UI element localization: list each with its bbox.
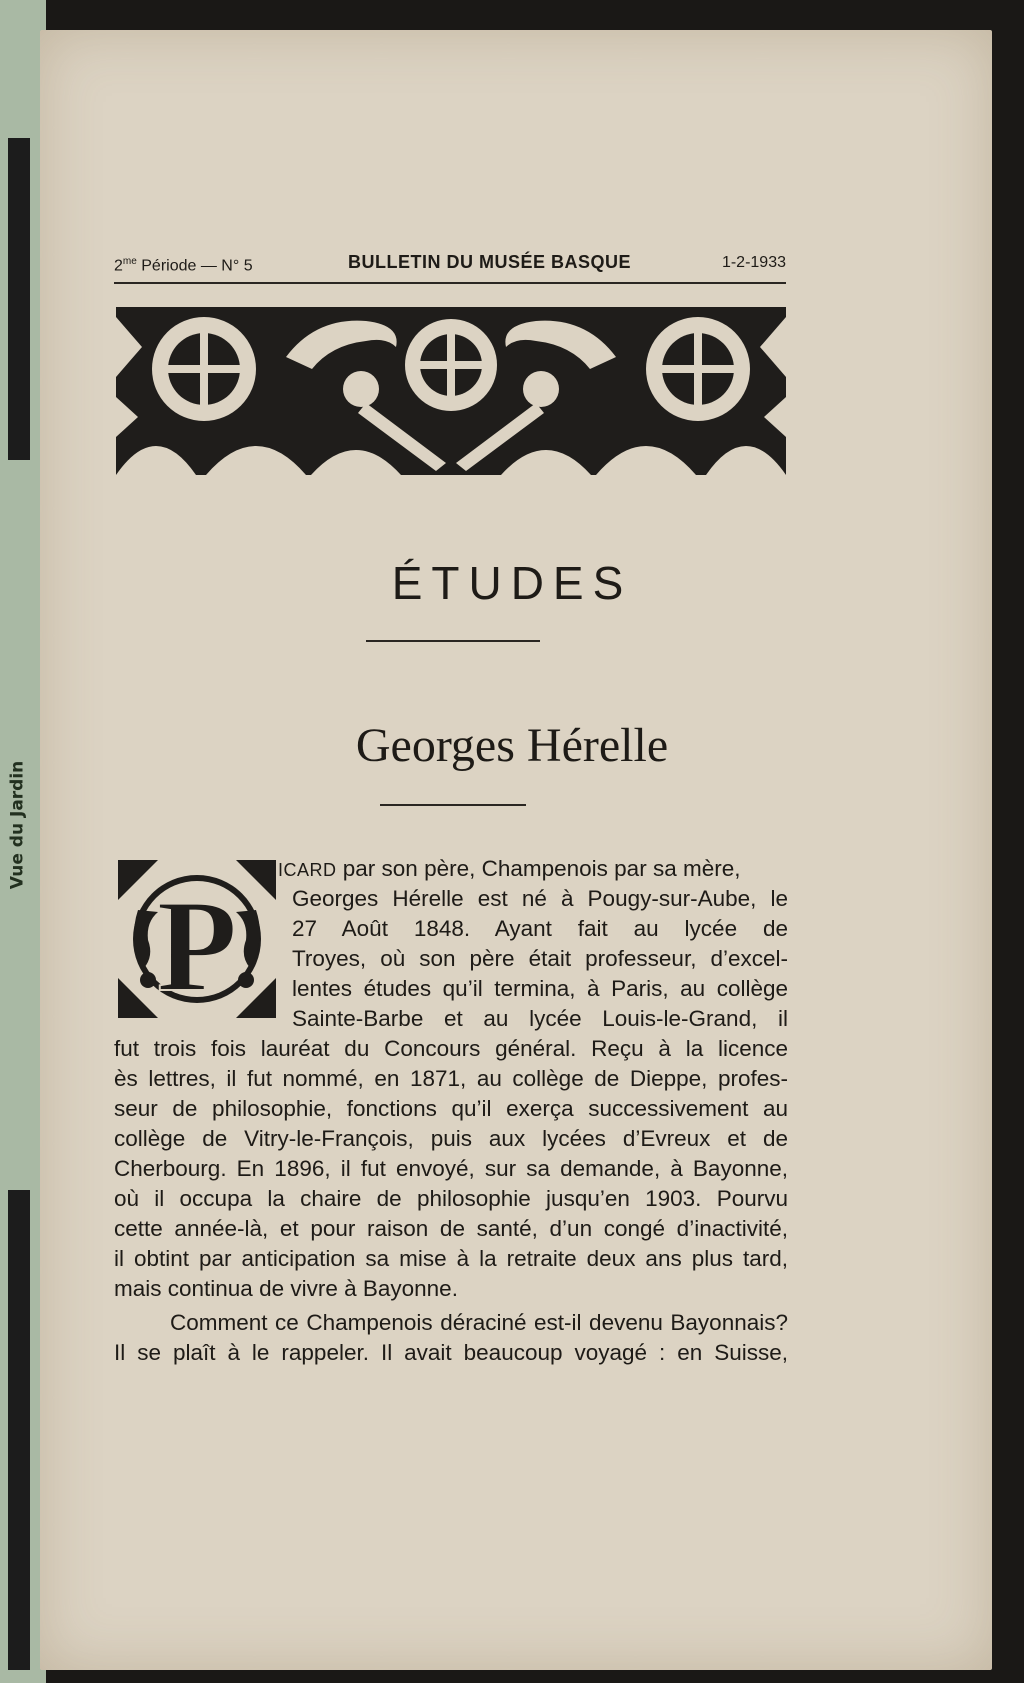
header-period: $2^{me}$ Période — N° 5 <box>114 256 253 275</box>
body-line: Georges Hérelle est né à Pougy-sur-Aube, le <box>292 886 788 911</box>
body-line: Cherbourg. En 1896, il fut envoyé, sur sa demande, à Bayonne, <box>114 1156 788 1181</box>
body-line: il obtint par anticipation sa mise à la retraite deux ans plus tard, <box>114 1246 788 1271</box>
body-line: Comment ce Champenois déraciné est-il devenu Bayonnais? <box>170 1310 788 1335</box>
dropcap-ornament <box>118 860 276 1018</box>
article-title: Georges Hérelle <box>355 719 669 772</box>
body-line: Sainte-Barbe et au lycée Louis-le-Grand, il <box>292 1006 788 1031</box>
title-rule-top <box>366 640 540 642</box>
body-line: seur de philosophie, fonctions qu’il exerça successivement au <box>114 1096 788 1121</box>
first-word-smallcaps: ICARD <box>278 860 337 880</box>
header-rule <box>114 282 786 284</box>
body-line: où il occupa la chaire de philosophie jusqu’en 1903. Pourvu <box>114 1186 788 1211</box>
spine-black-bar-top <box>8 138 30 460</box>
header-publication: BULLETIN DU MUSÉE BASQUE <box>348 252 632 272</box>
body-line: ICARD par son père, Champenois par sa mère, <box>278 856 741 881</box>
title-rule-bottom <box>380 804 526 806</box>
body-line: Troyes, où son père était professeur, d’excel- <box>292 946 788 971</box>
body-line: lentes études qu’il termina, à Paris, au collège <box>292 976 788 1001</box>
body-line: Il se plaît à le rappeler. Il avait beaucoup voyagé : en Suisse, <box>114 1340 788 1365</box>
dropcap-letter: P <box>156 872 238 1018</box>
header-date: 1-2-1933 <box>721 254 786 271</box>
spine-black-bar-bottom <box>8 1190 30 1670</box>
section-title: ÉTUDES <box>391 557 633 609</box>
body-line: mais continua de vivre à Bayonne. <box>114 1276 458 1301</box>
body-line: cette année-là, et pour raison de santé, d’un congé d’inactivité, <box>114 1216 788 1241</box>
body-line: ès lettres, il fut nommé, en 1871, au collège de Dieppe, profes- <box>114 1066 788 1091</box>
body-line: 27 Août 1848. Ayant fait au lycée de <box>292 916 788 941</box>
body-line: collège de Vitry-le-François, puis aux lycées d’Evreux et de <box>114 1126 788 1151</box>
basque-ornament-band <box>116 307 786 475</box>
body-line: fut trois fois lauréat du Concours général. Reçu à la licence <box>114 1036 788 1061</box>
spine-label: Vue du Jardin <box>7 760 28 890</box>
running-header <box>114 252 786 282</box>
